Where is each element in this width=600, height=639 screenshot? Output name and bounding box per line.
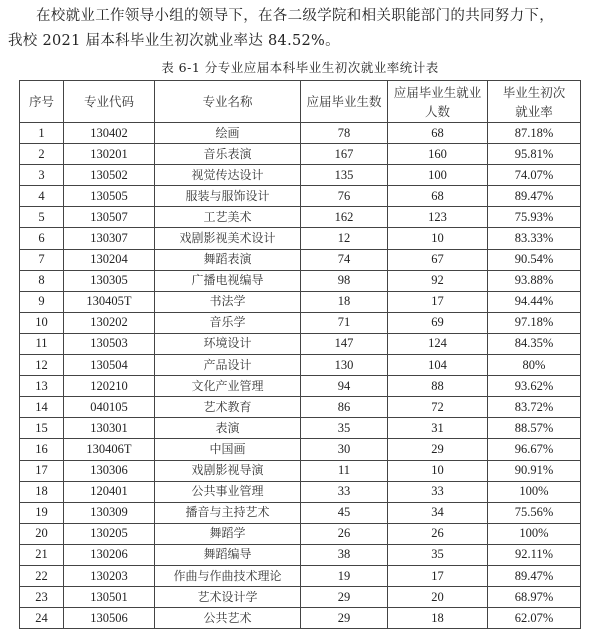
cell-index: 18 <box>20 481 64 502</box>
cell-name: 广播电视编导 <box>155 270 301 291</box>
table-row <box>20 123 581 144</box>
cell-rate: 89.47% <box>488 565 581 586</box>
cell-name: 公共事业管理 <box>155 481 301 502</box>
table-caption: 表 6-1 分专业应届本科毕业生初次就业率统计表 <box>161 60 439 75</box>
cell-graduates: 147 <box>301 333 388 354</box>
cell-graduates: 18 <box>301 291 388 312</box>
cell-graduates: 45 <box>301 502 388 523</box>
cell-name: 作曲与作曲技术理论 <box>155 565 301 586</box>
cell-name: 视觉传达设计 <box>155 165 301 186</box>
cell-rate: 90.91% <box>488 460 581 481</box>
cell-rate: 80% <box>488 355 581 376</box>
cell-name: 艺术教育 <box>155 397 301 418</box>
cell-code: 130504 <box>64 355 155 376</box>
cell-index: 2 <box>20 144 64 165</box>
header-index: 序号 <box>20 81 64 123</box>
cell-graduates: 162 <box>301 207 388 228</box>
table-row <box>20 523 581 544</box>
cell-graduates: 71 <box>301 312 388 333</box>
cell-graduates: 130 <box>301 355 388 376</box>
cell-code: 130501 <box>64 587 155 608</box>
cell-code: 130402 <box>64 123 155 144</box>
intro-line-1: 在校就业工作领导小组的领导下，在各二级学院和相关职能部门的共同努力下， <box>36 8 554 24</box>
table-row <box>20 312 581 333</box>
cell-code: 130506 <box>64 608 155 629</box>
table-row <box>20 144 581 165</box>
cell-rate: 68.97% <box>488 587 581 608</box>
header-rate-line2: 就业率 <box>515 103 553 119</box>
cell-employed: 29 <box>388 439 488 460</box>
header-graduates: 应届毕业生数 <box>301 81 388 123</box>
cell-code: 130206 <box>64 544 155 565</box>
cell-index: 13 <box>20 376 64 397</box>
cell-name: 播音与主持艺术 <box>155 502 301 523</box>
cell-rate: 74.07% <box>488 165 581 186</box>
cell-rate: 96.67% <box>488 439 581 460</box>
table-header-row <box>20 81 581 123</box>
cell-graduates: 12 <box>301 228 388 249</box>
cell-graduates: 30 <box>301 439 388 460</box>
cell-graduates: 98 <box>301 270 388 291</box>
cell-employed: 124 <box>388 333 488 354</box>
cell-index: 23 <box>20 587 64 608</box>
cell-index: 11 <box>20 333 64 354</box>
cell-name: 音乐表演 <box>155 144 301 165</box>
cell-code: 130306 <box>64 460 155 481</box>
cell-index: 5 <box>20 207 64 228</box>
cell-rate: 75.93% <box>488 207 581 228</box>
cell-employed: 34 <box>388 502 488 523</box>
header-employed-line2: 人数 <box>424 103 450 119</box>
cell-name: 音乐学 <box>155 312 301 333</box>
cell-employed: 68 <box>388 186 488 207</box>
cell-code: 130309 <box>64 502 155 523</box>
cell-code: 130502 <box>64 165 155 186</box>
cell-employed: 18 <box>388 608 488 629</box>
cell-rate: 92.11% <box>488 544 581 565</box>
cell-graduates: 26 <box>301 523 388 544</box>
cell-name: 公共艺术 <box>155 608 301 629</box>
cell-name: 书法学 <box>155 291 301 312</box>
cell-employed: 88 <box>388 376 488 397</box>
cell-employed: 69 <box>388 312 488 333</box>
cell-graduates: 135 <box>301 165 388 186</box>
cell-name: 绘画 <box>155 123 301 144</box>
cell-index: 9 <box>20 291 64 312</box>
cell-employed: 100 <box>388 165 488 186</box>
table-row <box>20 418 581 439</box>
table-row <box>20 165 581 186</box>
cell-rate: 93.88% <box>488 270 581 291</box>
cell-code: 130201 <box>64 144 155 165</box>
header-rate <box>488 81 581 123</box>
cell-graduates: 38 <box>301 544 388 565</box>
cell-code: 040105 <box>64 397 155 418</box>
table-row <box>20 565 581 586</box>
cell-index: 16 <box>20 439 64 460</box>
cell-name: 舞蹈学 <box>155 523 301 544</box>
cell-graduates: 78 <box>301 123 388 144</box>
cell-rate: 62.07% <box>488 608 581 629</box>
cell-code: 120401 <box>64 481 155 502</box>
table-row <box>20 207 581 228</box>
cell-rate: 95.81% <box>488 144 581 165</box>
cell-employed: 17 <box>388 565 488 586</box>
cell-graduates: 35 <box>301 418 388 439</box>
table-row <box>20 502 581 523</box>
cell-code: 130405T <box>64 291 155 312</box>
cell-name: 表演 <box>155 418 301 439</box>
cell-rate: 89.47% <box>488 186 581 207</box>
cell-rate: 84.35% <box>488 333 581 354</box>
cell-index: 7 <box>20 249 64 270</box>
cell-employed: 160 <box>388 144 488 165</box>
cell-employed: 67 <box>388 249 488 270</box>
cell-index: 19 <box>20 502 64 523</box>
cell-index: 1 <box>20 123 64 144</box>
cell-code: 130204 <box>64 249 155 270</box>
cell-employed: 26 <box>388 523 488 544</box>
cell-rate: 97.18% <box>488 312 581 333</box>
cell-code: 130505 <box>64 186 155 207</box>
table-row <box>20 544 581 565</box>
cell-rate: 83.72% <box>488 397 581 418</box>
cell-name: 工艺美术 <box>155 207 301 228</box>
cell-code: 130305 <box>64 270 155 291</box>
cell-employed: 68 <box>388 123 488 144</box>
cell-name: 艺术设计学 <box>155 587 301 608</box>
cell-index: 15 <box>20 418 64 439</box>
table-row <box>20 460 581 481</box>
table-row <box>20 608 581 629</box>
table-row <box>20 587 581 608</box>
cell-rate: 87.18% <box>488 123 581 144</box>
cell-graduates: 94 <box>301 376 388 397</box>
cell-graduates: 76 <box>301 186 388 207</box>
cell-employed: 92 <box>388 270 488 291</box>
cell-index: 21 <box>20 544 64 565</box>
cell-employed: 10 <box>388 460 488 481</box>
header-rate-line1: 毕业生初次 <box>502 84 566 100</box>
cell-rate: 93.62% <box>488 376 581 397</box>
header-employed <box>388 81 488 123</box>
cell-index: 6 <box>20 228 64 249</box>
cell-graduates: 86 <box>301 397 388 418</box>
cell-employed: 17 <box>388 291 488 312</box>
cell-rate: 90.54% <box>488 249 581 270</box>
cell-code: 120210 <box>64 376 155 397</box>
table-row <box>20 270 581 291</box>
cell-index: 3 <box>20 165 64 186</box>
intro-paragraph <box>8 4 598 54</box>
cell-index: 14 <box>20 397 64 418</box>
cell-rate: 75.56% <box>488 502 581 523</box>
header-employed-line1: 应届毕业生就业 <box>393 84 482 100</box>
cell-code: 130507 <box>64 207 155 228</box>
table-row <box>20 481 581 502</box>
cell-employed: 33 <box>388 481 488 502</box>
header-code: 专业代码 <box>64 81 155 123</box>
table-body <box>20 123 581 629</box>
cell-rate: 94.44% <box>488 291 581 312</box>
cell-name: 产品设计 <box>155 355 301 376</box>
cell-code: 130406T <box>64 439 155 460</box>
cell-index: 4 <box>20 186 64 207</box>
cell-index: 24 <box>20 608 64 629</box>
cell-employed: 123 <box>388 207 488 228</box>
cell-index: 20 <box>20 523 64 544</box>
cell-name: 舞蹈编导 <box>155 544 301 565</box>
cell-code: 130301 <box>64 418 155 439</box>
cell-name: 文化产业管理 <box>155 376 301 397</box>
cell-graduates: 29 <box>301 587 388 608</box>
cell-employed: 104 <box>388 355 488 376</box>
cell-name: 舞蹈表演 <box>155 249 301 270</box>
header-name: 专业名称 <box>155 81 301 123</box>
cell-graduates: 19 <box>301 565 388 586</box>
cell-index: 22 <box>20 565 64 586</box>
cell-graduates: 167 <box>301 144 388 165</box>
table-row <box>20 333 581 354</box>
cell-rate: 100% <box>488 481 581 502</box>
table-row <box>20 439 581 460</box>
cell-graduates: 74 <box>301 249 388 270</box>
cell-employed: 31 <box>388 418 488 439</box>
cell-code: 130203 <box>64 565 155 586</box>
cell-graduates: 29 <box>301 608 388 629</box>
cell-rate: 100% <box>488 523 581 544</box>
table-row <box>20 376 581 397</box>
cell-index: 10 <box>20 312 64 333</box>
cell-code: 130205 <box>64 523 155 544</box>
table-row <box>20 355 581 376</box>
cell-graduates: 11 <box>301 460 388 481</box>
cell-name: 服装与服饰设计 <box>155 186 301 207</box>
cell-name: 环境设计 <box>155 333 301 354</box>
cell-graduates: 33 <box>301 481 388 502</box>
cell-name: 中国画 <box>155 439 301 460</box>
cell-name: 戏剧影视美术设计 <box>155 228 301 249</box>
cell-name: 戏剧影视导演 <box>155 460 301 481</box>
cell-code: 130503 <box>64 333 155 354</box>
cell-index: 12 <box>20 355 64 376</box>
cell-code: 130307 <box>64 228 155 249</box>
table-row <box>20 186 581 207</box>
table-row <box>20 291 581 312</box>
table-row <box>20 397 581 418</box>
cell-employed: 72 <box>388 397 488 418</box>
table-row <box>20 228 581 249</box>
cell-rate: 83.33% <box>488 228 581 249</box>
cell-rate: 88.57% <box>488 418 581 439</box>
intro-line-2: 我校 2021 届本科毕业生初次就业率达 84.52%。 <box>8 33 340 49</box>
table-row <box>20 249 581 270</box>
cell-employed: 20 <box>388 587 488 608</box>
employment-rate-table <box>19 80 581 629</box>
cell-employed: 10 <box>388 228 488 249</box>
cell-index: 17 <box>20 460 64 481</box>
cell-index: 8 <box>20 270 64 291</box>
cell-employed: 35 <box>388 544 488 565</box>
cell-code: 130202 <box>64 312 155 333</box>
